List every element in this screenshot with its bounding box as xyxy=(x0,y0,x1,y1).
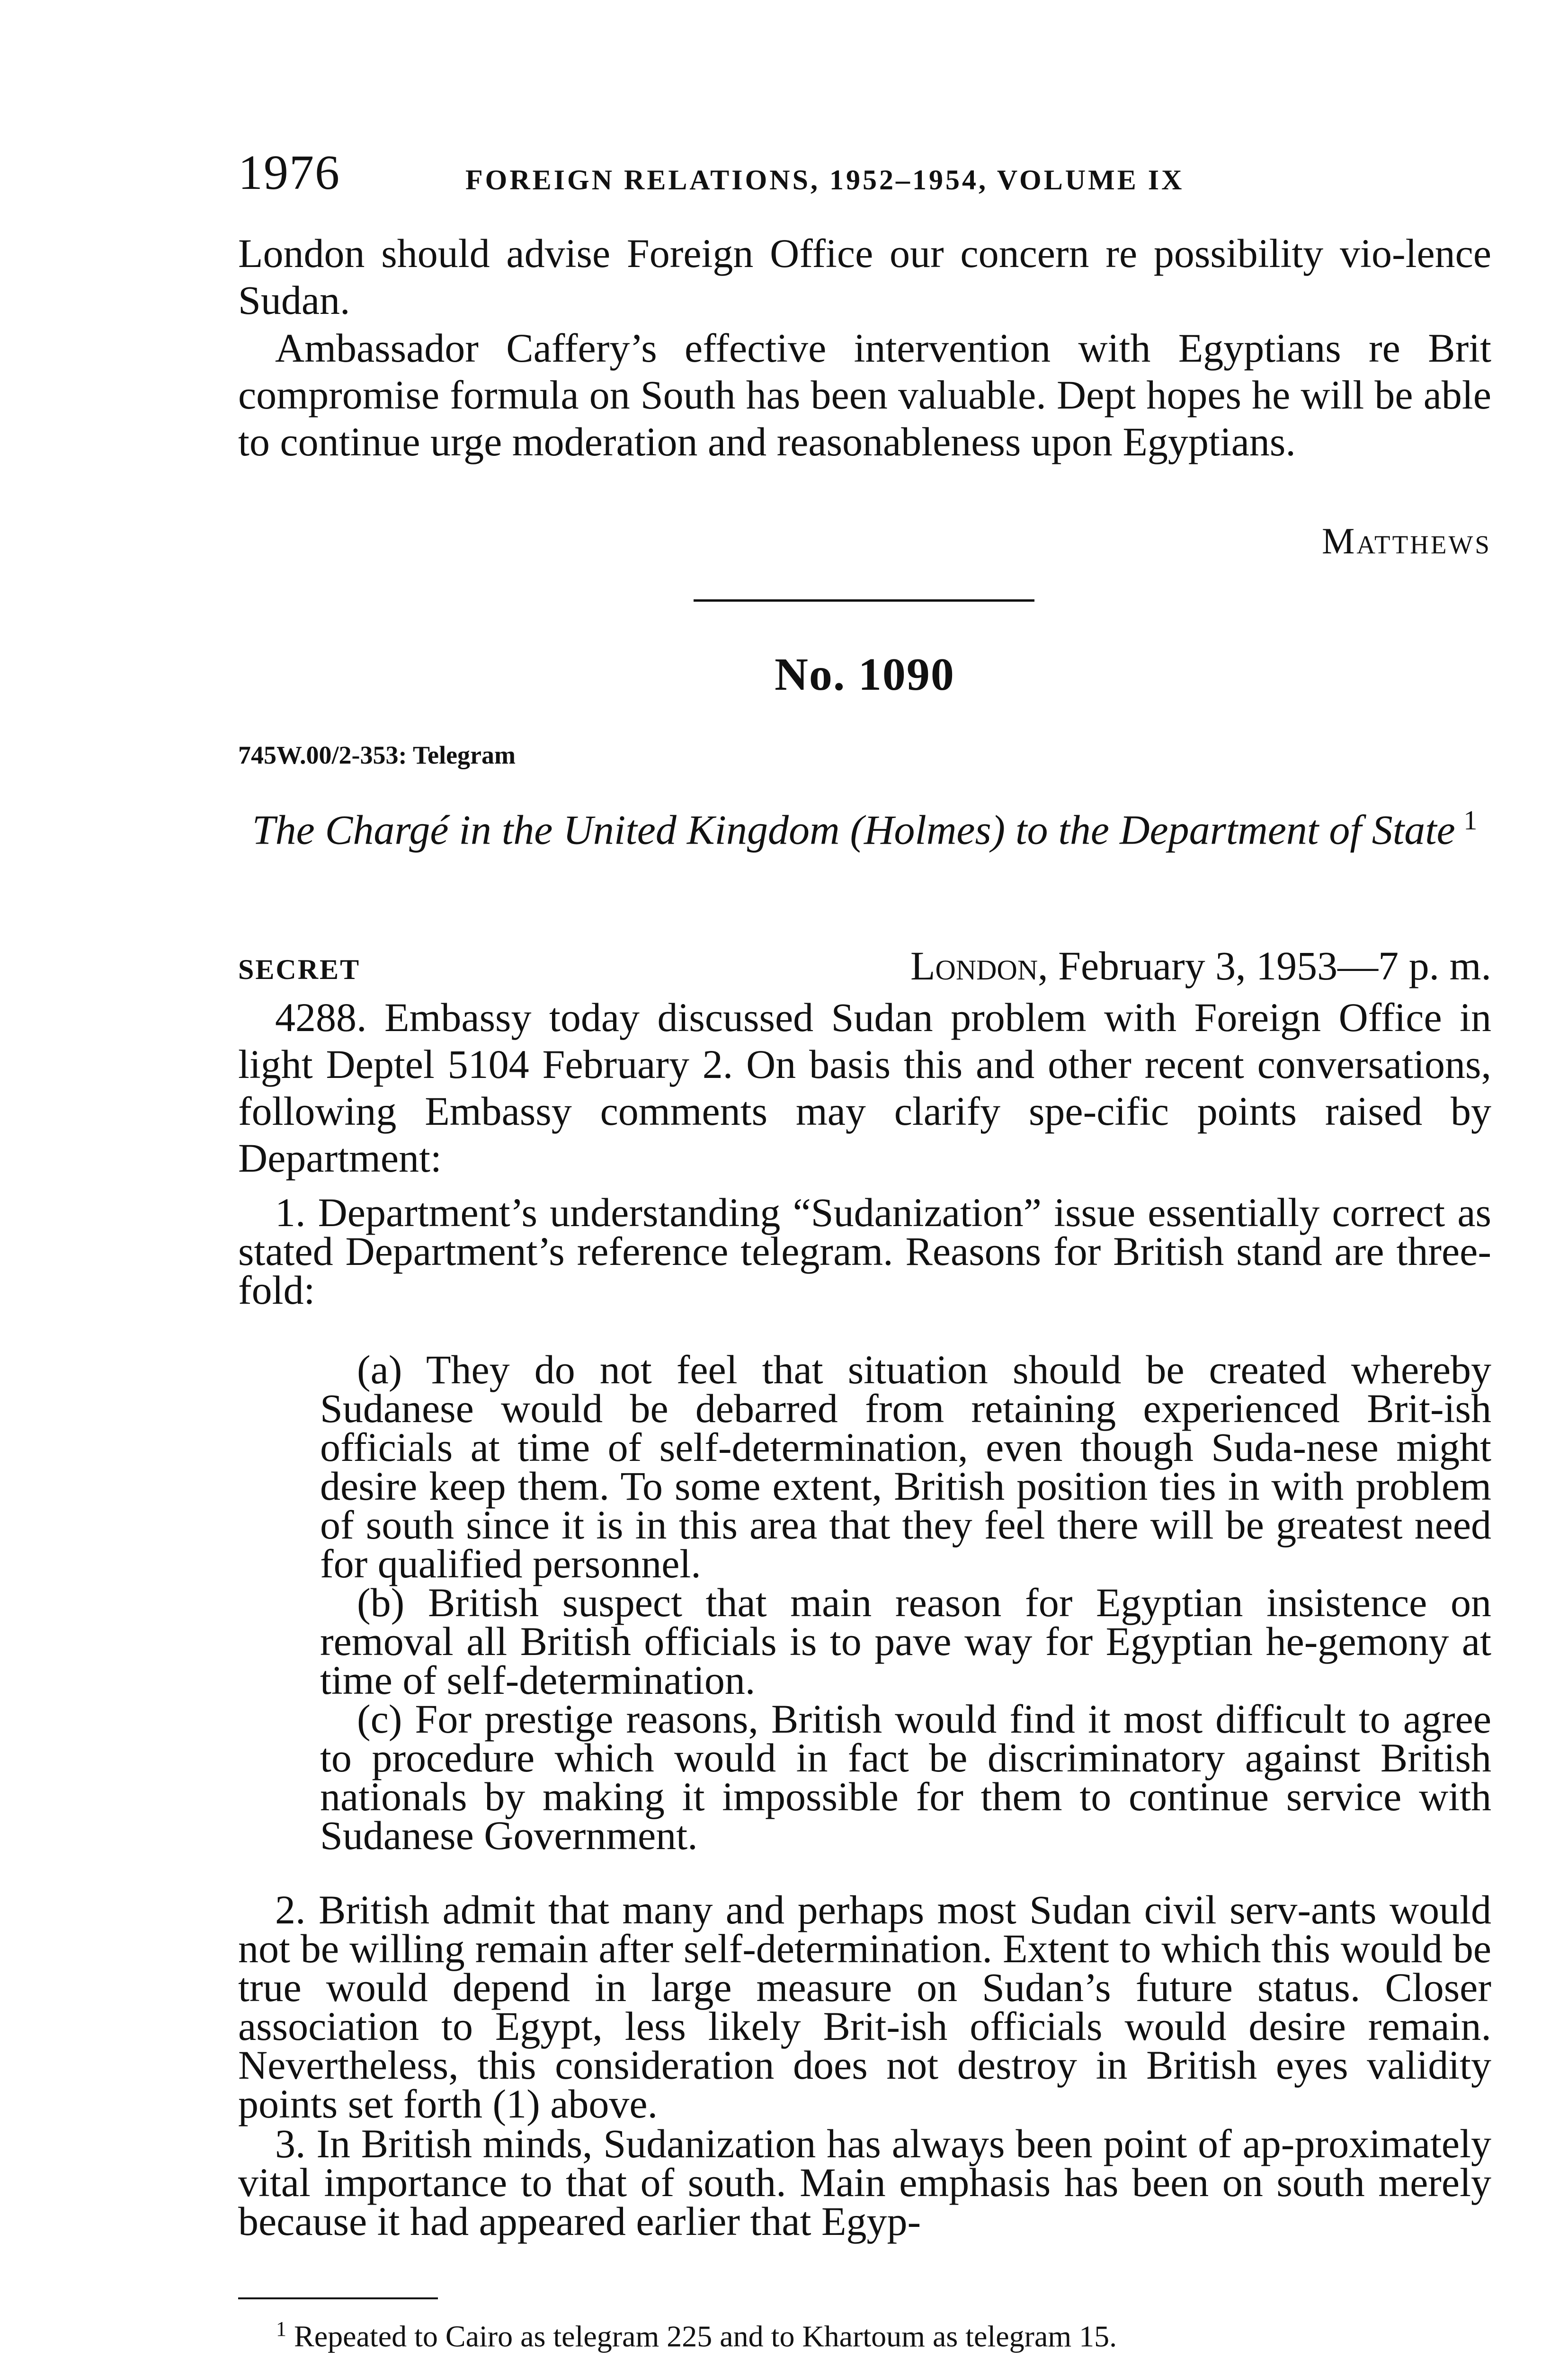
footnote xyxy=(276,2310,1117,2355)
running-head: FOREIGN RELATIONS, 1952–1954, VOLUME IX xyxy=(465,164,1185,196)
place: London xyxy=(910,943,1038,988)
footnote-rule xyxy=(238,2297,438,2299)
subpoint-c: (c) For prestige reasons, British would find it most difficult to agree to procedure which would in fact be discriminatory against British nationals by making it impossible for them to continue service with Sudanese Government. xyxy=(320,1696,1491,1858)
date: , February 3, 1953—7 p. m. xyxy=(1038,943,1491,988)
page-number: 1976 xyxy=(238,145,340,200)
document-title xyxy=(238,797,1491,854)
body-paragraph-3: 2. British admit that many and perhaps most Sudan civil serv-ants would not be willing remain after self-determination. Extent to which this would be true would depend in large measure on Sudan’s future status. Closer association to Egypt, less likely Brit-ish officials would desire remain. Nevertheless, this consideration does not destroy in British eyes validity points set forth (1) above. xyxy=(238,1887,1491,2127)
document-number: No. 1090 xyxy=(775,649,955,700)
body-paragraph-2: 1. Department’s understanding “Sudanization” issue essentially correct as stated Department’s reference telegram. Reasons for British stand are three-fold: xyxy=(238,1190,1491,1313)
section-divider xyxy=(694,599,1034,602)
subpoint-a: (a) They do not feel that situation should be created whereby Sudanese would be debarred from retaining experienced Brit-ish officials at time of self-determination, even though Suda-nese might desire keep them. To some extent, British position ties in with problem of south since it is in this area that they feel there will be greatest need for qualified personnel. xyxy=(320,1347,1491,1586)
previous-paragraph-2: Ambassador Caffery’s effective intervention with Egyptians re Brit compromise formula on South has been valuable. Dept hopes he will be able to continue urge moderation and reasonableness upon Egyptians. xyxy=(238,325,1491,464)
file-reference: 745W.00/2-353: Telegram xyxy=(238,741,516,769)
place-and-date xyxy=(910,943,1491,989)
body-paragraph-4: 3. In British minds, Sudanization has always been point of ap-proximately vital importance to that of south. Main emphasis has been on south merely because it had appeared earlier that Egyp- xyxy=(238,2121,1491,2244)
previous-paragraph-1: London should advise Foreign Office our concern re possibility vio-lence Sudan. xyxy=(238,231,1491,323)
footnote-marker: 1 xyxy=(276,2317,286,2340)
title-footnote-marker: 1 xyxy=(1463,805,1478,836)
subpoint-b: (b) British suspect that main reason for Egyptian insistence on removal all British officials is to pave way for Egyptian he-gemony at time of self-determination. xyxy=(320,1580,1491,1703)
dateline xyxy=(238,943,1491,990)
document-title-text: The Chargé in the United Kingdom (Holmes) to the Department of State xyxy=(252,807,1455,854)
signature: Matthews xyxy=(1322,520,1491,561)
classification-label: SECRET xyxy=(238,954,361,985)
footnote-text: Repeated to Cairo as telegram 225 and to Khartoum as telegram 15. xyxy=(294,2319,1117,2353)
page-header xyxy=(238,144,1493,201)
body-paragraph-1: 4288. Embassy today discussed Sudan problem with Foreign Office in light Deptel 5104 February 2. On basis this and other recent conversations, following Embassy comments may clarify spe-cific points raised by Department: xyxy=(238,995,1491,1181)
